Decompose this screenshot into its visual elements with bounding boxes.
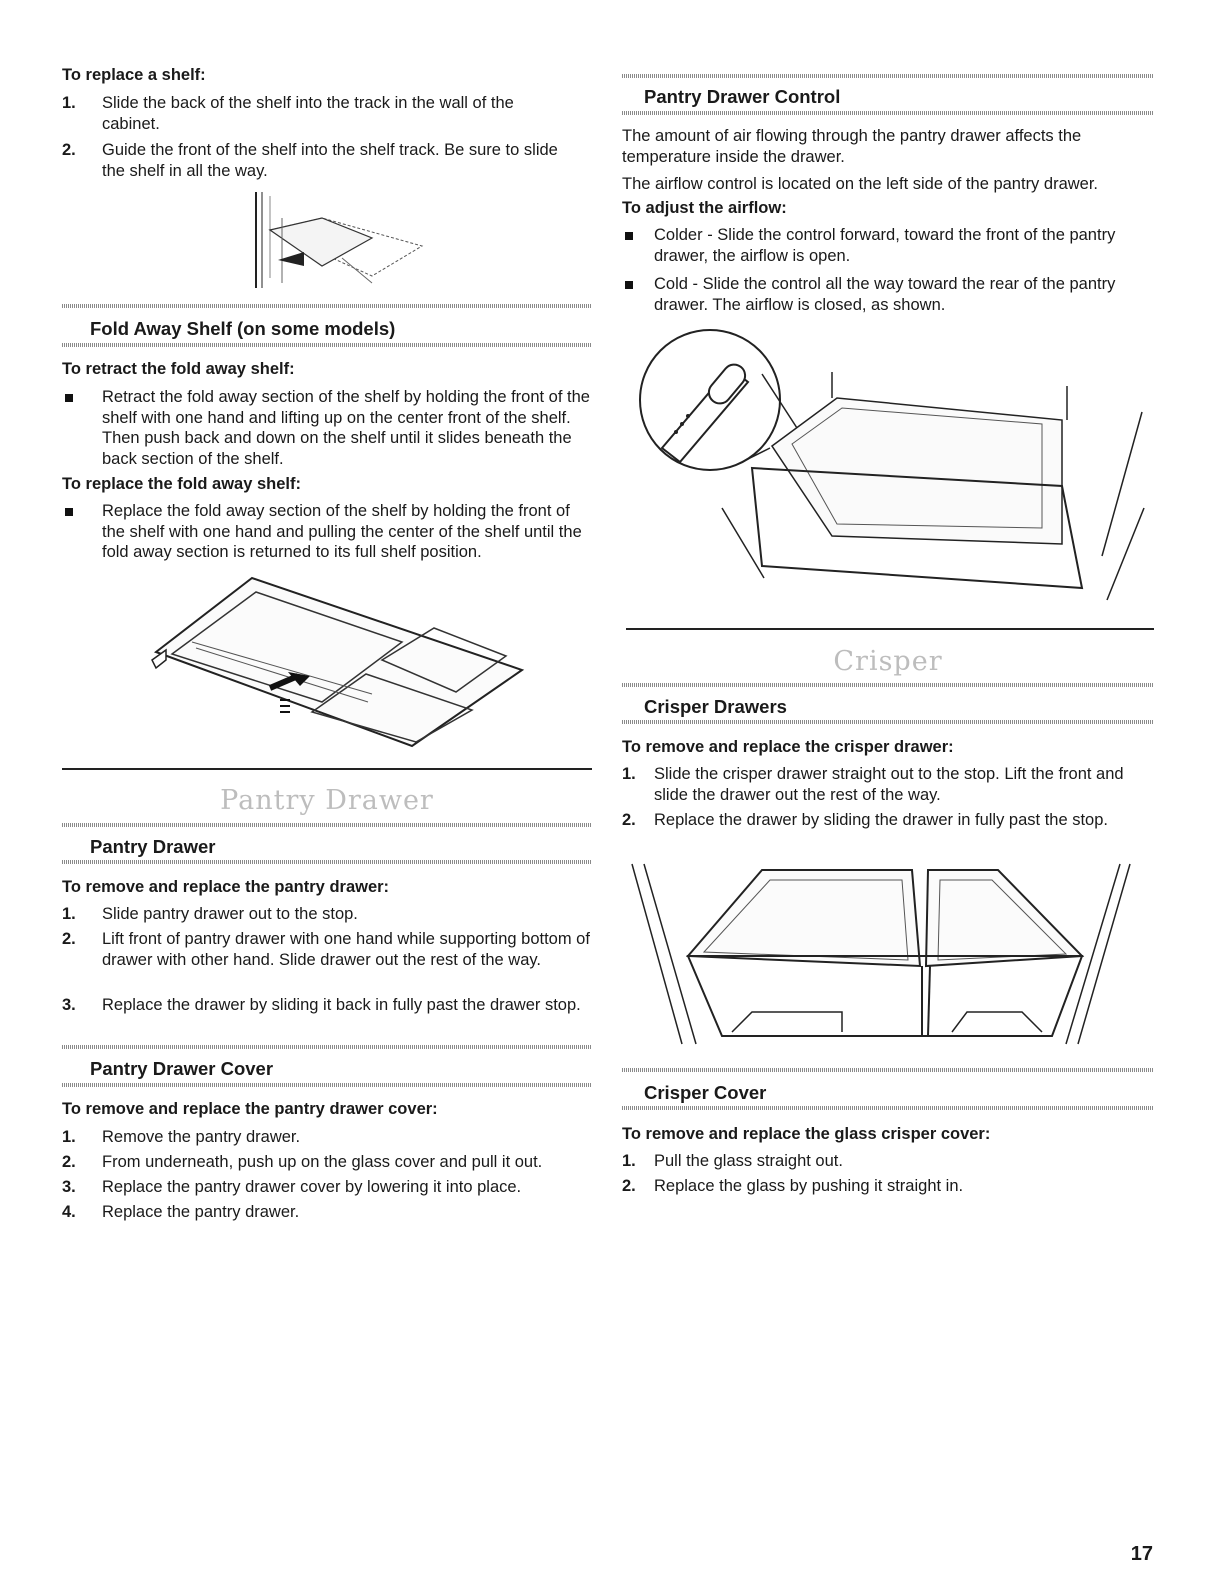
step-text: Replace the drawer by sliding it back in fully past the drawer stop. xyxy=(102,996,581,1014)
crisper-section-title: Crisper xyxy=(833,646,943,677)
step-number: 1. xyxy=(62,905,76,923)
pantry-cover-title: Pantry Drawer Cover xyxy=(90,1058,274,1079)
retract-heading: To retract the fold away shelf: xyxy=(62,360,295,378)
pantry-drawer-title: Pantry Drawer xyxy=(90,836,216,857)
step-text: Replace the pantry drawer cover by lowering it into place. xyxy=(102,1178,522,1196)
step-text: Slide the crisper drawer straight out to the stop. Lift the front and slide the drawer out the rest of the way. xyxy=(654,765,1124,804)
fold-away-title: Fold Away Shelf (on some models) xyxy=(90,318,396,339)
pantry-control-para-2: The airflow control is located on the left side of the pantry drawer. xyxy=(622,175,1099,193)
section-hatch xyxy=(62,823,592,827)
pantry-airflow-illustration xyxy=(622,328,1152,608)
pantry-drawer-step-2 xyxy=(62,929,592,993)
step-number: 3. xyxy=(62,996,76,1014)
bullet-icon xyxy=(625,232,633,240)
step-text: Replace the pantry drawer. xyxy=(102,1203,300,1221)
section-rule xyxy=(626,628,1154,630)
bullet-icon xyxy=(65,394,73,402)
crisper-cover-step-1 xyxy=(622,1151,1154,1173)
pantry-cover-step-3 xyxy=(62,1177,592,1199)
step-text: Pull the glass straight out. xyxy=(654,1152,843,1170)
pantry-cover-heading: To remove and replace the pantry drawer cover: xyxy=(62,1100,438,1118)
pantry-drawer-step-3 xyxy=(62,995,592,1037)
bullet-text: Cold - Slide the control all the way toward the rear of the pantry drawer. The airflow is closed, as shown. xyxy=(654,275,1116,314)
section-hatch xyxy=(62,1045,592,1049)
crisper-cover-step-2 xyxy=(622,1176,1154,1198)
retract-bullet xyxy=(62,387,592,471)
section-rule xyxy=(62,768,592,770)
step-number: 2. xyxy=(62,930,76,948)
pantry-cover-step-1 xyxy=(62,1127,592,1149)
crisper-drawers-step-2 xyxy=(622,810,1154,852)
section-hatch xyxy=(62,860,592,864)
step-number: 1. xyxy=(622,1152,636,1170)
pantry-cover-step-2 xyxy=(62,1152,592,1174)
bullet-text: Colder - Slide the control forward, toward the front of the pantry drawer, the airflow is open. xyxy=(654,226,1116,265)
pantry-control-para-1: The amount of air flowing through the pantry drawer affects the temperature inside the drawer. xyxy=(622,127,1082,166)
pantry-cover-step-4 xyxy=(62,1202,592,1224)
section-hatch xyxy=(622,720,1154,724)
replace-fold-bullet xyxy=(62,501,592,565)
page-number: 17 xyxy=(1130,1543,1153,1565)
airflow-bullet-cold xyxy=(622,274,1154,316)
section-hatch xyxy=(622,1106,1154,1110)
pantry-drawer-step-1 xyxy=(62,904,592,926)
step-number: 2. xyxy=(62,141,76,159)
replace-shelf-step-2 xyxy=(62,140,592,182)
bullet-icon xyxy=(625,281,633,289)
crisper-cover-title: Crisper Cover xyxy=(644,1082,767,1103)
replace-shelf-heading: To replace a shelf: xyxy=(62,66,206,84)
fold-away-shelf-illustration xyxy=(152,572,532,752)
crisper-cover-heading: To remove and replace the glass crisper cover: xyxy=(622,1125,991,1143)
airflow-heading: To adjust the airflow: xyxy=(622,199,787,217)
airflow-bullet-colder xyxy=(622,225,1154,267)
step-text: Replace the glass by pushing it straight in. xyxy=(654,1177,964,1195)
section-hatch xyxy=(622,683,1154,687)
step-text: Guide the front of the shelf into the shelf track. Be sure to slide the shelf in all the way. xyxy=(102,141,558,180)
crisper-drawers-heading: To remove and replace the crisper drawer: xyxy=(622,738,954,756)
section-hatch xyxy=(622,111,1154,115)
step-number: 2. xyxy=(62,1153,76,1171)
pantry-section-title: Pantry Drawer xyxy=(220,785,434,816)
step-text: From underneath, push up on the glass cover and pull it out. xyxy=(102,1153,543,1171)
crisper-drawers-title: Crisper Drawers xyxy=(644,696,787,717)
bullet-icon xyxy=(65,508,73,516)
step-number: 1. xyxy=(62,94,76,112)
step-text: Slide the back of the shelf into the track in the wall of the cabinet. xyxy=(102,94,514,133)
step-number: 1. xyxy=(622,765,636,783)
section-hatch xyxy=(62,1083,592,1087)
step-text: Remove the pantry drawer. xyxy=(102,1128,301,1146)
shelf-track-illustration xyxy=(252,188,432,298)
step-number: 2. xyxy=(622,811,636,829)
replace-shelf-step-1 xyxy=(62,93,592,135)
bullet-text: Replace the fold away section of the shelf by holding the front of the shelf with one hand and pulling the center of the shelf until the fold away section is returned to its full shelf position. xyxy=(102,502,582,561)
bullet-text: Retract the fold away section of the shelf by holding the front of the shelf with one hand and lifting up on the center front of the shelf. Then push back and down on the shelf until it slides beneath the back section of the shelf. xyxy=(102,388,590,468)
step-number: 1. xyxy=(62,1128,76,1146)
section-hatch xyxy=(622,74,1154,78)
step-text: Lift front of pantry drawer with one hand while supporting bottom of drawer with other hand. Slide drawer out the rest of the way. xyxy=(102,930,590,969)
crisper-drawers-illustration xyxy=(622,856,1152,1056)
step-number: 4. xyxy=(62,1203,76,1221)
replace-fold-heading: To replace the fold away shelf: xyxy=(62,475,302,493)
section-hatch xyxy=(62,343,592,347)
section-hatch xyxy=(622,1068,1154,1072)
step-text: Replace the drawer by sliding the drawer in fully past the stop. xyxy=(654,811,1108,829)
pantry-drawer-heading: To remove and replace the pantry drawer: xyxy=(62,878,390,896)
step-number: 3. xyxy=(62,1178,76,1196)
step-text: Slide pantry drawer out to the stop. xyxy=(102,905,358,923)
section-hatch xyxy=(62,304,592,308)
crisper-drawers-step-1 xyxy=(622,764,1154,806)
pantry-control-title: Pantry Drawer Control xyxy=(644,86,841,107)
step-number: 2. xyxy=(622,1177,636,1195)
